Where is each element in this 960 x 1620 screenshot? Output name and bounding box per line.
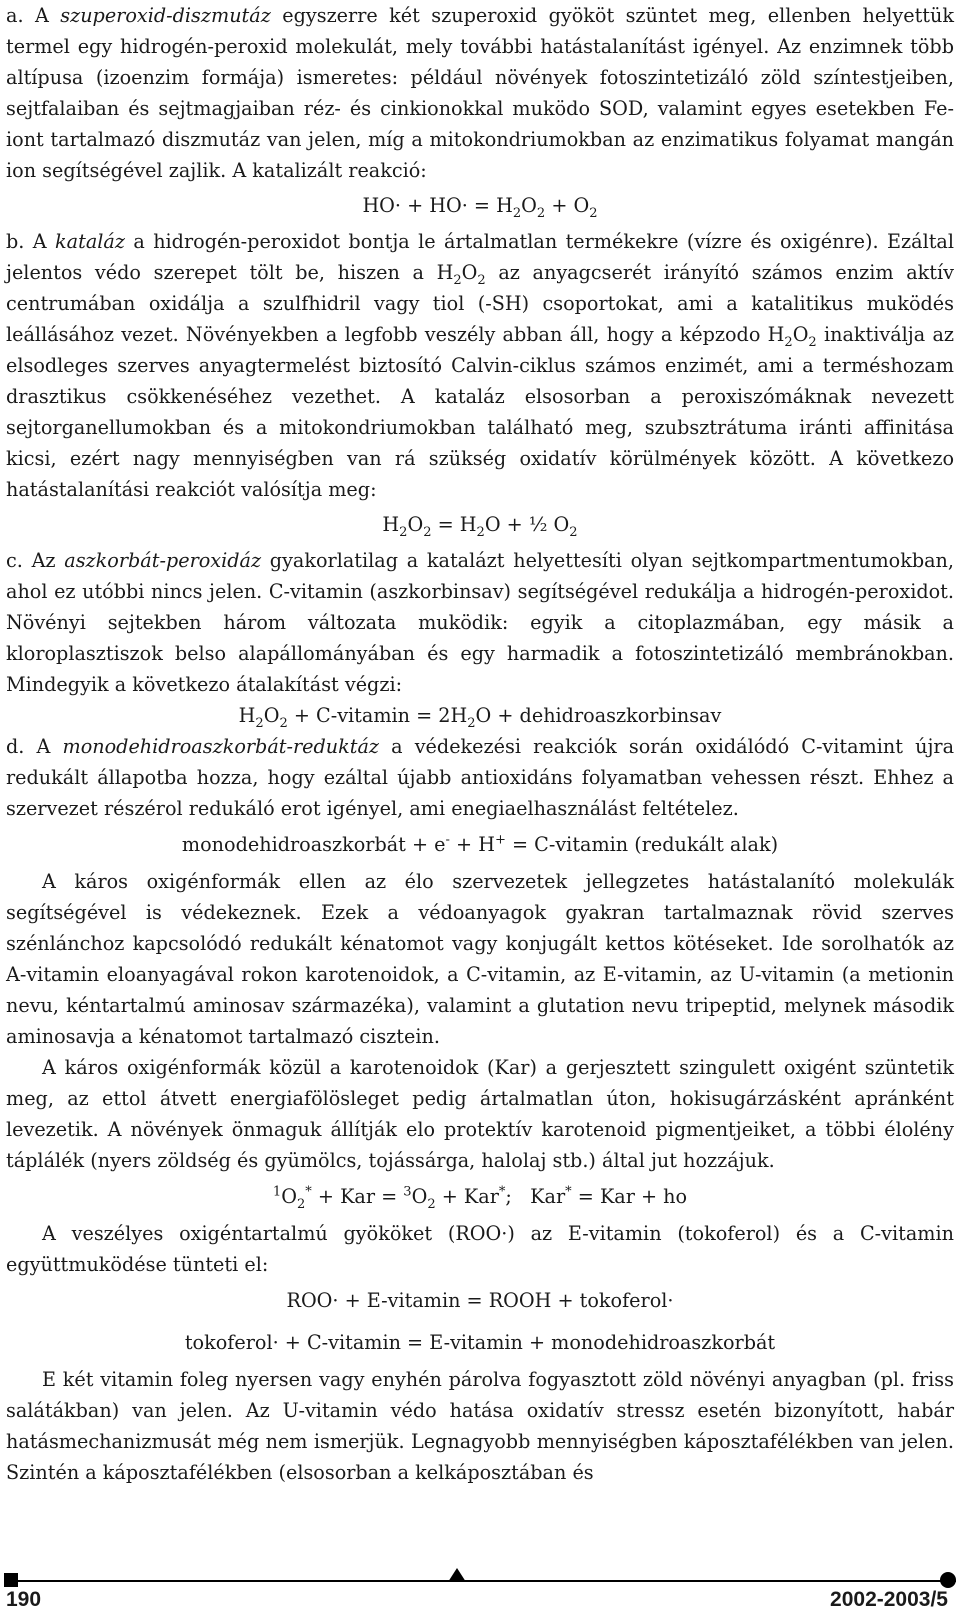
paragraph-aszkorbat-peroxidaz bbox=[6, 545, 954, 700]
square-marker-icon bbox=[4, 1573, 18, 1587]
list-marker: b. A bbox=[6, 230, 56, 253]
equation-tokoferol: tokoferol· + C-vitamin = E-vitamin + monodehidroaszkorbát bbox=[184, 1331, 776, 1354]
equation-karotenoid: $^1O_2^*$ + Kar = $^3O_2 + Kar^*$; Kar* = Kar + ho bbox=[272, 1184, 688, 1212]
page-number: 190 bbox=[6, 1588, 42, 1611]
paragraph-text: egyszerre két szuperoxid gyököt szüntet meg, ellenben helyettük termel egy hidrogén-peroxid molekulát, mely további hatástalanítást igényel. Az enzimnek több altípusa (izoenzim formája) ismeretes: például növények fotoszintetizáló zöld színtestjeiben, sejtfalaiban és sejtmagjaiban réz- és cinkionokkal muködo SOD, valamint egyes esetekben Fe-iont tartalmazó diszmutáz van jelen, míg a mitokondriumokban az enzimatikus folyamat mangán ion segítségével zajlik. A katalizált reakció: bbox=[6, 4, 954, 182]
equation-aszkorbat: $H_2O_2$ + C-vitamin = $2H_2O$ + dehidroaszkorbinsav bbox=[238, 704, 722, 731]
circle-marker-icon bbox=[940, 1572, 956, 1588]
list-marker: a. A bbox=[6, 4, 61, 27]
list-marker: c. Az bbox=[6, 549, 65, 572]
equation-e-vitamin: ROO· + E-vitamin = ROOH + tokoferol· bbox=[286, 1289, 674, 1312]
paragraph-e-c-vitamin: A veszélyes oxigéntartalmú gyököket (ROO·) az E-vitamin (tokoferol) és a C-vitamin együttmuködése tünteti el: bbox=[6, 1222, 954, 1276]
paragraph-katalaz: b. A kataláz a hidrogén-peroxidot bontja le ártalmatlan termékekre (vízre és oxigénre). Ezáltal jelentos védo szerepet tölt be, hiszen a $H_2O_2$ az anyagcserét irányító számos enzim aktív centrumában oxidálja a szulfhidril vagy tiol (-SH) csoportokat, ami a katalitikus muködés leállásához vezet. Növényekben a legfobb veszély abban áll, hogy a képzodo $H_2O_2$ inaktiválja az elsodleges szerves anyagtermelést biztosító Calvin-ciklus számos enzimét, ami a terméshozam drasztikus csökkenéséhez vezethet. A kataláz elsosorban a peroxiszómáknak nevezett sejtorganellumokban és a mitokondriumokban található meg, szubsztrátuma iránti affinitása kicsi, ezért nagy mennyiségben van rá szükség oxidatív körülmények között. A következo hatástalanítási reakciót valósítja meg: bbox=[6, 230, 955, 501]
triangle-marker-icon bbox=[448, 1568, 466, 1582]
list-marker: d. A bbox=[6, 735, 63, 758]
paragraph-vedoanyagok: A káros oxigénformák ellen az élo szervezetek jellegzetes hatástalanító molekulák segítségével is védekeznek. Ezek a védoanyagok gyakran tartalmaznak rövid szerves szénlánchoz kapcsolódó redukált kénatomot vagy konjugált kettos kötéseket. Ide sorolhatók az A-vitamin eloanyagával rokon karotenoidok, a C-vitamin, az E-vitamin, az U-vitamin (a metionin nevu, kéntartalmú aminosav származéka), valamint a glutation nevu tripeptid, melynek második aminosavja a kénatomot tartalmazó cisztein. bbox=[6, 870, 954, 1048]
footer-rule bbox=[4, 1580, 956, 1582]
document-page bbox=[6, 0, 954, 1488]
equation-katalaz: $H_2O_2 = H_2O$ + ½ $O_2$ bbox=[382, 513, 578, 540]
equation-reduktaz: monodehidroaszkorbát + e- + H+ = C-vitamin (redukált alak) bbox=[181, 832, 779, 856]
paragraph-text: a védekezési reakciók során oxidálódó C-vitamint újra redukált állapotba hozza, hogy ezáltal újabb antioxidáns folyamatban vehessen részt. Ehhez a szervezet részérol redukáló erot igényel, ami enegiaelhasználást feltételez. bbox=[6, 735, 955, 820]
paragraph-monodehidroaszkorbat-reduktaz bbox=[6, 731, 954, 824]
enzyme-term: kataláz bbox=[55, 230, 125, 253]
issue-number: 2002-2003/5 bbox=[830, 1588, 948, 1611]
paragraph-text: gyakorlatilag a katalázt helyettesíti olyan sejtkompartmentumokban, ahol ez utóbbi nincs jelen. C-vitamin (aszkorbinsav) segítségével redukálja a hidrogén-peroxidot. Növényi sejtekben három változata muködik: egyik a citoplazmában, egy másik a kloroplasztiszok belso alapállományában és egy harmadik a fotoszintetizáló membránokban. Mindegyik a következo átalakítást végzi: bbox=[6, 549, 955, 696]
enzyme-term: aszkorbát-peroxidáz bbox=[64, 549, 262, 572]
paragraph-karotenoidok: A káros oxigénformák közül a karotenoidok (Kar) a gerjesztett szingulett oxigént szüntetik meg, az ettol átvett energiafölösleget pedig ártalmatlan úton, hokisugárzásként apránként levezetik. A növények önmaguk állítják elo protektív karotenoid pigmentjeiket, a többi élolény táplálék (nyers zöldség és gyümölcs, tojássárga, halolaj stb.) által jut hozzájuk. bbox=[6, 1056, 954, 1172]
equation-dismutation: $HO\cdot + HO\cdot = H_2O_2 + O_2$ bbox=[362, 194, 598, 221]
paragraph-u-vitamin: E két vitamin foleg nyersen vagy enyhén párolva fogyasztott zöld növényi anyagban (pl. friss salátákban) van jelen. Az U-vitamin védo hatása oxidatív stressz esetén bizonyított, habár hatásmechanizmusát még nem ismerjük. Legnagyobb mennyiségben káposztafélékben van jelen. Szintén a káposztafélékben (elsosorban a kelkáposztában és bbox=[6, 1368, 954, 1484]
paragraph-szuperoxid-diszmutaz bbox=[6, 0, 954, 186]
enzyme-term: monodehidroaszkorbát-reduktáz bbox=[62, 735, 380, 758]
enzyme-term: szuperoxid-diszmutáz bbox=[60, 4, 271, 27]
page-footer bbox=[0, 1558, 960, 1620]
